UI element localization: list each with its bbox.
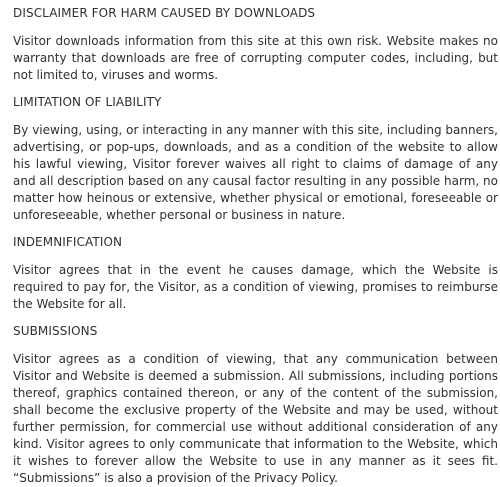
section-title-indemnification: INDEMNIFICATION [13, 235, 123, 249]
section-title-disclaimer: DISCLAIMER FOR HARM CAUSED BY DOWNLOADS [13, 6, 316, 20]
section-liability [13, 94, 498, 224]
section-body-indemnification: Visitor agrees that in the event he causes damage, which the Website is required to pay for, the Visitor, as a condition of viewing, promises to reimburse the Website for all. [13, 263, 498, 311]
section-submissions [13, 323, 498, 487]
section-body-disclaimer: Visitor downloads information from this site at this own risk. Website makes no warranty that downloads are free of corrupting computer codes, including, but not limited to, viruses and worms. [13, 34, 498, 82]
section-indemnification [13, 234, 498, 313]
section-title-liability: LIMITATION OF LIABILITY [13, 95, 162, 109]
section-disclaimer [13, 5, 498, 84]
section-title-submissions: SUBMISSIONS [13, 324, 98, 338]
section-body-liability: By viewing, using, or interacting in any manner with this site, including banners, advertising, or pop-ups, downloads, and as a condition of the website to allow his lawful viewing, Visitor forever waives all right to claims of damage of any and all description based on any causal factor resulting in any possible harm, no matter how heinous or extensive, whether physical or emotional, foreseeable or unforeseeable, whether personal or business in nature. [13, 123, 498, 222]
section-body-submissions: Visitor agrees as a condition of viewing, that any communication between Visitor and Website is deemed a submission. All submissions, including portions thereof, graphics contained thereon, or any of the content of the submission, shall become the exclusive property of the Website and may be used, without further permission, for commercial use without additional consideration of any kind. Visitor agrees to only communicate that information to the Website, which it wishes to forever allow the Website to use in any manner as it sees fit. “Submissions” is also a provision of the Privacy Policy. [13, 352, 498, 485]
